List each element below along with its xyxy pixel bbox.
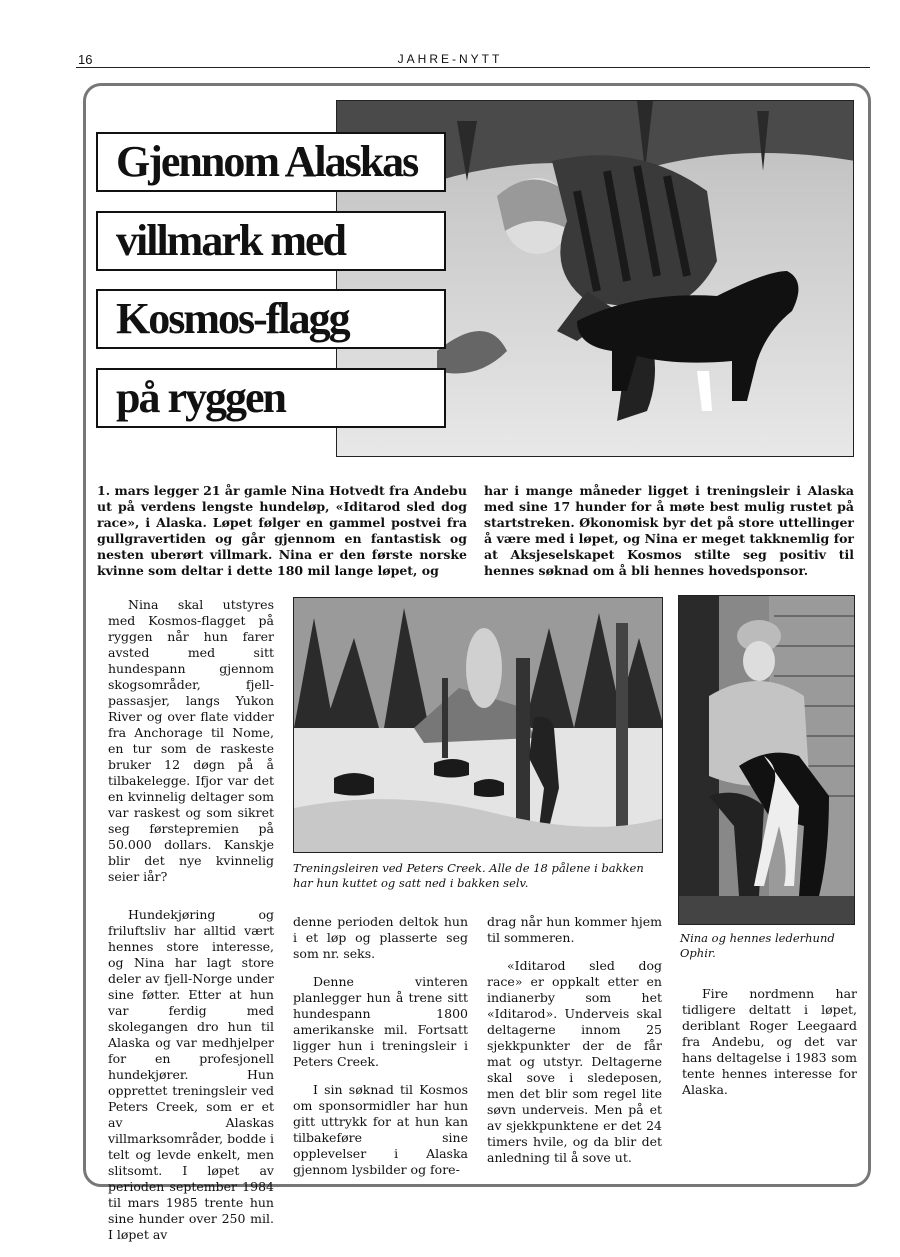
portrait-photo	[678, 595, 855, 925]
body-paragraph: Nina skal utstyres med Kosmos-flagget på ryggen når hun farer avsted med sitt hundespann gjennom skogsområder, fjell-passasjer, langs Yukon River og over flate vidder fra Anchorage til Nome, en tur som de raskeste bruker 12 døgn på å tilbakelegge. Ifjor var det en kvinnelig deltager som var raskest og som sikret seg førstepremien på 50.000 dollars. Kanskje blir det nye kvinnelig seier iår?	[108, 597, 274, 884]
header-rule	[76, 67, 870, 68]
title-line-1: Gjennom Alaskas	[96, 132, 446, 192]
body-paragraph: Hundekjøring og friluftsliv har alltid vært hennes store interesse, og Nina har lagt store deler av fjell-Norge under sine føtter. Etter at hun var ferdig med skolegangen dro hun til Alaska og var medhjelper for en profesjonell hundekjører. Hun opprettet treningsleir ved Peters Creek, som er et av Alaskas villmarksområder, bodde i telt og levde enkelt, men slitsomt. I løpet av perioden september 1984 til mars 1985 trente hun sine hunder over 250 mil. I løpet av	[108, 907, 274, 1242]
portrait-caption: Nina og hennes lederhund Ophir.	[680, 931, 835, 960]
body-paragraph: Denne vinteren planlegger hun å trene sitt hundespann 1800 amerikanske mil. Fortsatt ligger hun i treningsleir i Peters Creek.	[293, 974, 468, 1069]
body-column-3	[487, 914, 662, 1178]
title-line-2: villmark med	[96, 211, 446, 271]
page-number: 16	[78, 52, 93, 67]
body-column-4	[682, 986, 857, 1110]
body-paragraph: I sin søknad til Kosmos om sponsormidler har hun gitt uttrykk for at hun kan tilbakeføre sine opplevelser i Alaska gjennom lysbilder og fore-	[293, 1082, 468, 1177]
body-paragraph: drag når hun kommer hjem til sommeren.	[487, 914, 662, 945]
body-paragraph: denne perioden deltok hun i et løp og plasserte seg som nr. seks.	[293, 914, 468, 961]
body-column-1	[108, 597, 274, 1255]
camp-photo	[293, 597, 663, 853]
body-paragraph: Fire nordmenn har tidligere deltatt i løpet, deriblant Roger Leegaard fra Andebu, og det var hans deltagelse i 1983 som tente hennes interesse for Alaska.	[682, 986, 857, 1097]
camp-caption: Treningsleiren ved Peters Creek. Alle de 18 pålene i bakken har hun kuttet og satt ned i bakken selv.	[293, 861, 644, 890]
running-head: JAHRE-NYTT	[397, 52, 503, 66]
title-line-3: Kosmos-flagg	[96, 289, 446, 349]
lead-col-1: 1. mars legger 21 år gamle Nina Hotvedt fra Andebu ut på verdens lengste hundeløp, «Iditarod sled dog race», i Alaska. Løpet følger en gammel postvei fra gullgravertiden og går gjennom en fantastisk og nesten uberørt villmark. Nina er den første norske kvinne som deltar i dette 180 mil lange løpet, og	[97, 483, 467, 578]
lead-col-2: har i mange måneder ligget i treningsleir i Alaska med sine 17 hunder for å møte best mulig rustet på startstreken. Økonomisk byr det på store uttellinger å være med i løpet, og Nina er meget takknemlig for at Aksjeselskapet Kosmos stilte seg positiv til hennes søknad om å bli hennes hovedsponsor.	[484, 483, 854, 578]
body-column-2	[293, 914, 468, 1190]
title-line-4: på ryggen	[96, 368, 446, 428]
body-paragraph: «Iditarod sled dog race» er oppkalt etter en indianerby som het «Iditarod». Underveis skal deltagerne innom 25 sjekkpunkter der de får mat og utstyr. Deltagerne skal sove i sledeposen, men det blir som regel lite søvn underveis. Men på et av sjekkpunktene er det 24 timers hvile, og da blir det anledning til å sove ut.	[487, 958, 662, 1165]
